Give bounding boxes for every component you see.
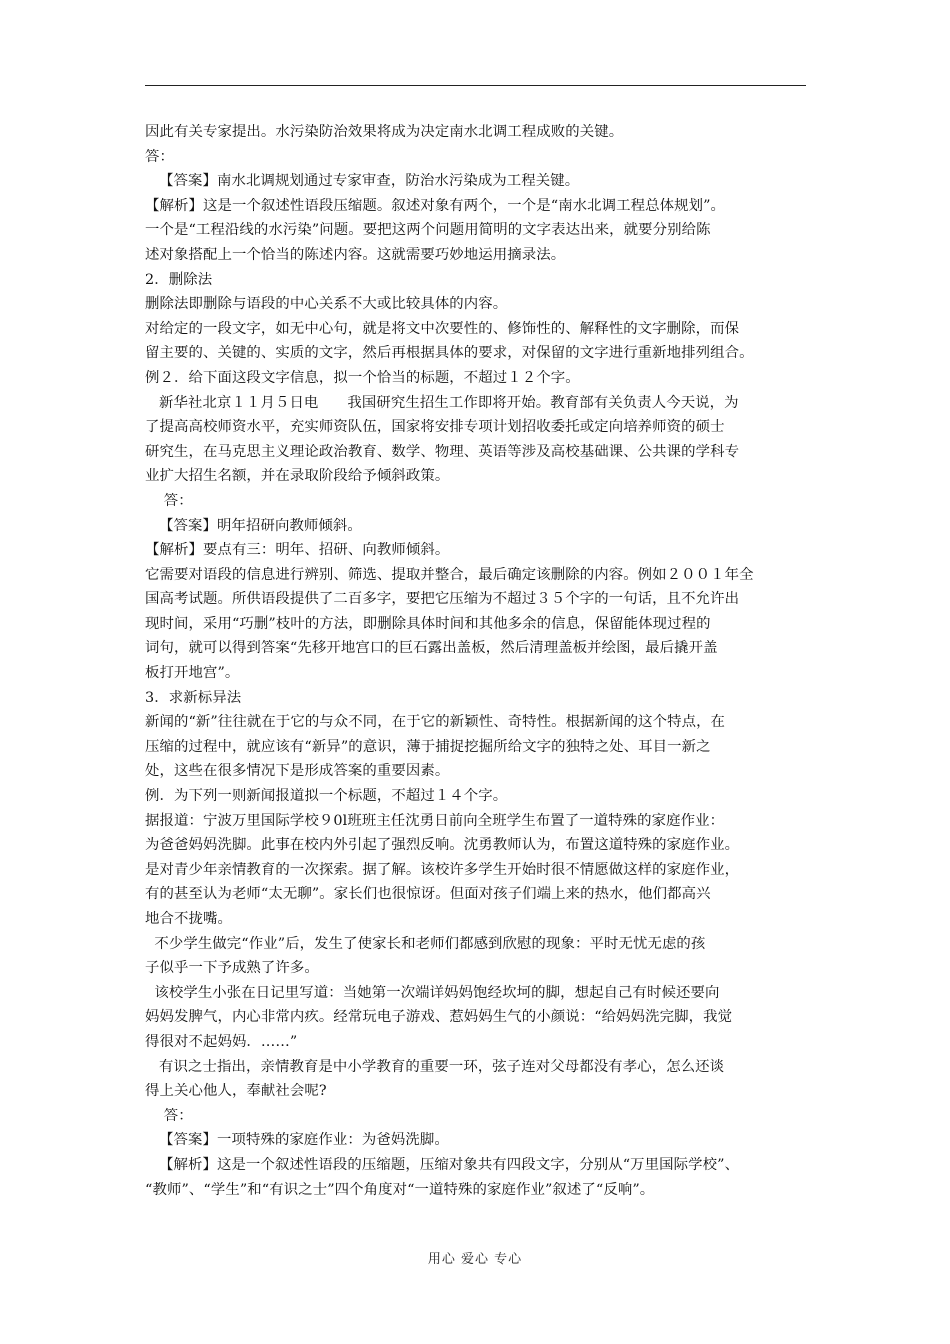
text-line: 新闻的“新”往往就在于它的与众不同，在于它的新颖性、奇特性。根据新闻的这个特点，在	[145, 714, 726, 731]
section-heading: 3．求新标异法	[145, 689, 242, 706]
text-line: 留主要的、关键的、实质的文字，然后再根据具体的要求，对保留的文字进行重新地排列组合。	[145, 345, 754, 362]
text-line: 该校学生小张在日记里写道：当她第一次端详妈妈饱经坎坷的脚，想起自己有时候还要向	[145, 984, 720, 1001]
text-line: 词句，就可以得到答案“先移开地宫口的巨石露出盖板，然后清理盖板并绘图，最后撬开盖	[145, 640, 718, 657]
text-line: 述对象搭配上一个恰当的陈述内容。这就需要巧妙地运用摘录法。	[145, 246, 566, 263]
text-line: 地合不拢嘴。	[145, 911, 232, 927]
document-body	[145, 120, 810, 1202]
text-line: 有的甚至认为老师“太无聊”。家长们也很惊讶。但面对孩子们端上来的热水，他们都高兴	[145, 886, 711, 903]
text-line: 了提高高校师资水平，充实师资队伍，国家将安排专项计划招收委托或定向培养师资的硕士	[145, 419, 725, 436]
text-line: 答：	[145, 1107, 193, 1124]
text-line: 有识之士指出，亲情教育是中小学教育的重要一环，弦子连对父母都没有孝心，怎么还谈	[145, 1058, 725, 1075]
text-line: 现时间，采用“巧删”枝叶的方法，即删除具体时间和其他多余的信息，保留能体现过程的	[145, 615, 711, 632]
example-line: 例２．给下面这段文字信息，拟一个恰当的标题，不超过１２个字。	[145, 369, 580, 386]
page-footer: 用心 爱心 专心	[427, 1252, 523, 1267]
text-line: 是对青少年亲情教育的一次探索。据了解。该校许多学生开始时很不情愿做这样的家庭作业，	[145, 861, 740, 878]
section-heading: 2．删除法	[145, 271, 213, 288]
text-line: 国高考试题。所供语段提供了二百多字，要把它压缩为不超过３５个字的一句话，且不允许出	[145, 591, 740, 608]
text-line: 删除法即删除与语段的中心关系不大或比较具体的内容。	[145, 296, 508, 313]
text-line: 得上关心他人，奉献社会呢?	[145, 1083, 327, 1100]
answer-line: 【答案】南水北调规划通过专家审查，防治水污染成为工程关键。	[145, 173, 580, 190]
text-line: 据报道：宁波万里国际学校９0l班班主任沈勇日前向全班学生布置了一道特殊的家庭作业：	[145, 812, 725, 829]
text-line: 答：	[145, 148, 174, 165]
text-line: 一个是“工程沿线的水污染”问题。要把这两个问题用简明的文字表达出来，就要分别给陈	[145, 222, 711, 239]
text-line: 不少学生做完“作业”后，发生了使家长和老师们都感到欣慰的现象：平时无忧无虑的孩	[145, 935, 706, 952]
text-line: 得很对不起妈妈．……”	[145, 1033, 298, 1050]
analysis-line: 【解析】这是一个叙述性语段压缩题。叙述对象有两个，一个是“南水北调工程总体规划”。	[145, 197, 726, 214]
analysis-line: 【解析】这是一个叙述性语段的压缩题，压缩对象共有四段文字，分别从“万里国际学校”、	[145, 1156, 740, 1173]
text-line: 对给定的一段文字，如无中心句，就是将文中次要性的、修饰性的、解释性的文字删除，而保	[145, 320, 740, 337]
text-line: “教师”、“学生”和“有识之士”四个角度对“一道特殊的家庭作业”叙述了“反响”。	[145, 1181, 655, 1198]
analysis-line: 【解析】要点有三：明年、招研、向教师倾斜。	[145, 542, 450, 559]
text-line: 处，这些在很多情况下是形成答案的重要因素。	[145, 763, 450, 780]
text-line: 因此有关专家提出。水污染防治效果将成为决定南水北调工程成败的关键。	[145, 124, 624, 140]
answer-line: 【答案】明年招研向教师倾斜。	[145, 517, 362, 534]
text-line: 妈妈发脾气，内心非常内疚。经常玩电子游戏、惹妈妈生气的小颜说：“给妈妈洗完脚，我觉	[145, 1009, 733, 1026]
text-line: 子似乎一下予成熟了许多。	[145, 960, 319, 977]
example-line: 例．为下列一则新闻报道拟一个标题，不超过１４个字。	[145, 788, 508, 805]
text-line: 压缩的过程中，就应该有“新异”的意识，薄于捕捉挖掘所给文字的独特之处、耳目一新之	[145, 738, 711, 755]
answer-line: 【答案】一项特殊的家庭作业：为爸妈洗脚。	[145, 1132, 449, 1149]
header-rule	[145, 85, 806, 86]
text-line: 业扩大招生名额，并在录取阶段给予倾斜政策。	[145, 468, 450, 485]
text-line: 新华社北京１１月５日电 我国研究生招生工作即将开始。教育部有关负责人今天说，为	[145, 394, 739, 411]
text-line: 为爸爸妈妈洗脚。此事在校内外引起了强烈反响。沈勇教师认为，布置这道特殊的家庭作业。	[145, 837, 740, 854]
text-line: 研究生，在马克思主义理论政治教育、数学、物理、英语等涉及高校基础课、公共课的学科专	[145, 443, 740, 460]
text-line: 它需要对语段的信息进行辨别、筛选、提取并整合，最后确定该删除的内容。例如２００１年全	[145, 566, 754, 583]
text-line: 答：	[145, 492, 193, 509]
text-line: 板打开地宫”。	[145, 665, 240, 682]
